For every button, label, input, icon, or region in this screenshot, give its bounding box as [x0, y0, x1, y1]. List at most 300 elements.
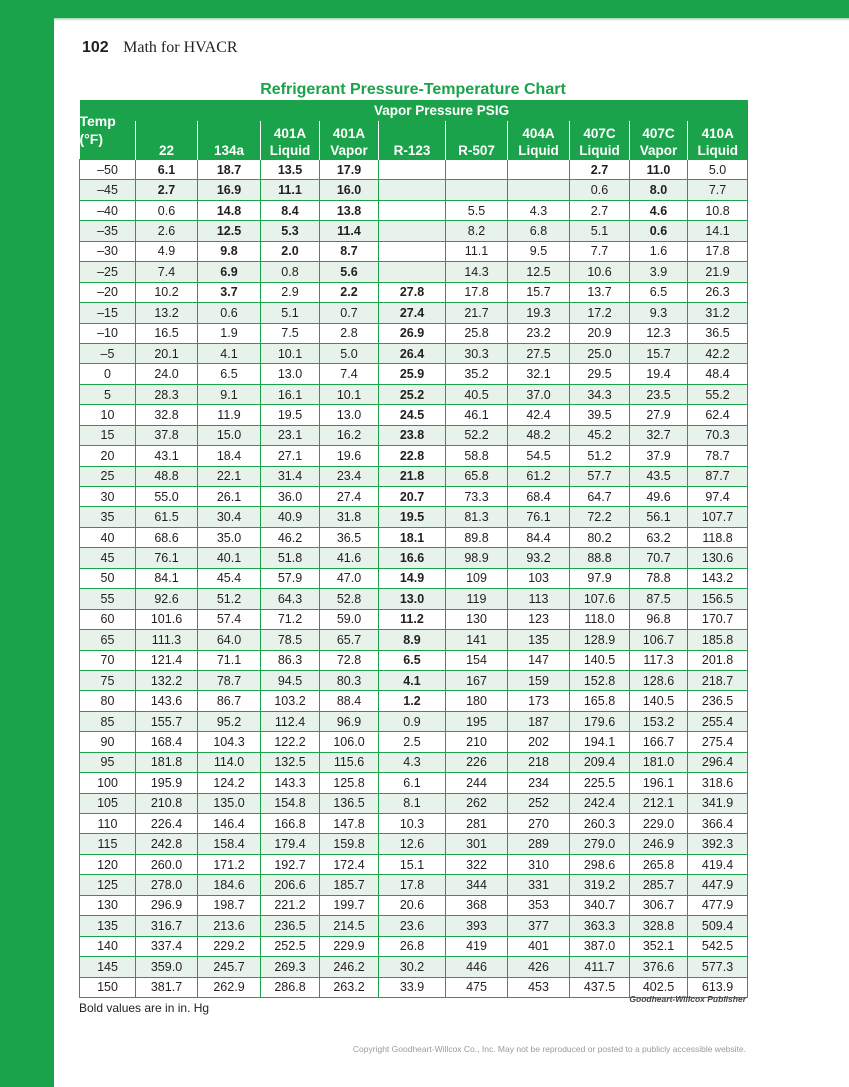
- pressure-cell: 13.0: [379, 589, 446, 609]
- pressure-cell: 0.6: [630, 221, 688, 241]
- pressure-cell: 328.8: [630, 916, 688, 936]
- pressure-cell: 28.3: [136, 384, 198, 404]
- pressure-cell: 260.3: [570, 814, 630, 834]
- pressure-cell: 17.8: [379, 875, 446, 895]
- temp-cell: 120: [80, 854, 136, 874]
- pressure-cell: 165.8: [570, 691, 630, 711]
- pressure-cell: [379, 160, 446, 180]
- column-header-line-1: 404A: [522, 126, 555, 141]
- pressure-cell: 65.8: [446, 466, 508, 486]
- pressure-cell: 477.9: [688, 895, 748, 915]
- pressure-cell: 187: [508, 711, 570, 731]
- table-row: [80, 221, 748, 241]
- column-header-line-2: 22: [158, 143, 175, 158]
- table-row: [80, 589, 748, 609]
- pressure-cell: 218.7: [688, 670, 748, 690]
- pressure-cell: 286.8: [261, 977, 320, 997]
- pressure-cell: 84.1: [136, 568, 198, 588]
- pressure-cell: 59.0: [320, 609, 379, 629]
- table-row: [80, 323, 748, 343]
- pressure-cell: 194.1: [570, 732, 630, 752]
- pressure-cell: 0.7: [320, 303, 379, 323]
- pressure-cell: 242.4: [570, 793, 630, 813]
- pressure-cell: 96.8: [630, 609, 688, 629]
- pressure-cell: 41.6: [320, 548, 379, 568]
- pressure-cell: 36.5: [688, 323, 748, 343]
- pressure-cell: 117.3: [630, 650, 688, 670]
- pressure-cell: 121.4: [136, 650, 198, 670]
- pressure-cell: 158.4: [198, 834, 261, 854]
- pressure-cell: 55.0: [136, 487, 198, 507]
- pressure-cell: [508, 160, 570, 180]
- pressure-cell: 252.5: [261, 936, 320, 956]
- pressure-cell: 68.6: [136, 527, 198, 547]
- table-row: [80, 282, 748, 302]
- refrigerant-column-header: [446, 121, 508, 160]
- pressure-cell: 402.5: [630, 977, 688, 997]
- pressure-cell: 71.1: [198, 650, 261, 670]
- pressure-cell: 26.1: [198, 487, 261, 507]
- pressure-cell: 246.2: [320, 957, 379, 977]
- pressure-cell: 57.9: [261, 568, 320, 588]
- pressure-cell: 9.3: [630, 303, 688, 323]
- pressure-cell: 242.8: [136, 834, 198, 854]
- pressure-cell: 154: [446, 650, 508, 670]
- pressure-cell: 2.6: [136, 221, 198, 241]
- table-row: [80, 364, 748, 384]
- pressure-cell: 122.2: [261, 732, 320, 752]
- pressure-cell: 14.3: [446, 262, 508, 282]
- pressure-cell: 17.9: [320, 160, 379, 180]
- pressure-cell: 296.4: [688, 752, 748, 772]
- pressure-cell: 310: [508, 854, 570, 874]
- pressure-cell: 87.7: [688, 466, 748, 486]
- pressure-cell: 6.5: [630, 282, 688, 302]
- table-row: [80, 650, 748, 670]
- temp-cell: 5: [80, 384, 136, 404]
- pressure-cell: 111.3: [136, 630, 198, 650]
- pressure-cell: 21.8: [379, 466, 446, 486]
- top-green-bar: [0, 0, 849, 18]
- pressure-cell: 72.2: [570, 507, 630, 527]
- pressure-cell: 13.2: [136, 303, 198, 323]
- pressure-cell: 22.8: [379, 446, 446, 466]
- table-row: [80, 875, 748, 895]
- pressure-cell: 0.8: [261, 262, 320, 282]
- pressure-cell: 25.9: [379, 364, 446, 384]
- pressure-cell: 21.9: [688, 262, 748, 282]
- pressure-cell: 17.8: [446, 282, 508, 302]
- pressure-cell: 260.0: [136, 854, 198, 874]
- column-header-line-2: Liquid: [697, 143, 739, 158]
- pressure-cell: 30.4: [198, 507, 261, 527]
- pressure-cell: 141: [446, 630, 508, 650]
- pressure-cell: 42.4: [508, 405, 570, 425]
- temp-cell: 95: [80, 752, 136, 772]
- pressure-cell: 64.3: [261, 589, 320, 609]
- pressure-cell: 12.6: [379, 834, 446, 854]
- pressure-cell: 331: [508, 875, 570, 895]
- pressure-cell: 48.4: [688, 364, 748, 384]
- table-row: [80, 466, 748, 486]
- temp-cell: 80: [80, 691, 136, 711]
- chart-title: Refrigerant Pressure-Temperature Chart: [260, 81, 566, 98]
- temp-cell: 70: [80, 650, 136, 670]
- pressure-cell: 255.4: [688, 711, 748, 731]
- pressure-cell: 9.5: [508, 241, 570, 261]
- pressure-cell: 195.9: [136, 773, 198, 793]
- pressure-cell: 89.8: [446, 527, 508, 547]
- table-body: [80, 160, 748, 998]
- table-row: [80, 446, 748, 466]
- temp-header-label: Temp: [79, 112, 116, 129]
- temp-cell: 105: [80, 793, 136, 813]
- publisher-credit: Goodheart-Willcox Publisher: [629, 994, 746, 1004]
- pressure-cell: 65.7: [320, 630, 379, 650]
- pressure-cell: 27.4: [379, 303, 446, 323]
- pressure-cell: 2.7: [136, 180, 198, 200]
- pressure-cell: 63.2: [630, 527, 688, 547]
- pressure-cell: 64.7: [570, 487, 630, 507]
- temp-cell: –35: [80, 221, 136, 241]
- temp-cell: –50: [80, 160, 136, 180]
- pressure-cell: 45.4: [198, 568, 261, 588]
- pressure-cell: 86.3: [261, 650, 320, 670]
- pressure-cell: 97.4: [688, 487, 748, 507]
- pressure-cell: 0.6: [570, 180, 630, 200]
- pressure-cell: 229.0: [630, 814, 688, 834]
- pressure-cell: 128.9: [570, 630, 630, 650]
- pressure-cell: 119: [446, 589, 508, 609]
- temp-cell: 25: [80, 466, 136, 486]
- pressure-cell: 15.1: [379, 854, 446, 874]
- book-title: Math for HVACR: [123, 39, 238, 56]
- pressure-cell: 244: [446, 773, 508, 793]
- pressure-cell: 25.2: [379, 384, 446, 404]
- pressure-cell: 5.0: [688, 160, 748, 180]
- pressure-cell: 52.8: [320, 589, 379, 609]
- temp-cell: –40: [80, 200, 136, 220]
- table-row: [80, 630, 748, 650]
- pressure-cell: 447.9: [688, 875, 748, 895]
- table-row: [80, 527, 748, 547]
- pressure-cell: 12.3: [630, 323, 688, 343]
- pressure-cell: 185.7: [320, 875, 379, 895]
- temp-cell: –15: [80, 303, 136, 323]
- pressure-cell: 392.3: [688, 834, 748, 854]
- pressure-cell: 263.2: [320, 977, 379, 997]
- pressure-cell: 5.6: [320, 262, 379, 282]
- pressure-cell: 42.2: [688, 343, 748, 363]
- pressure-cell: 419: [446, 936, 508, 956]
- pressure-cell: 298.6: [570, 854, 630, 874]
- pressure-cell: 213.6: [198, 916, 261, 936]
- pressure-cell: 11.1: [261, 180, 320, 200]
- pressure-cell: 114.0: [198, 752, 261, 772]
- pressure-cell: 52.2: [446, 425, 508, 445]
- pressure-cell: 13.8: [320, 200, 379, 220]
- pressure-cell: 337.4: [136, 936, 198, 956]
- temp-cell: 40: [80, 527, 136, 547]
- pressure-cell: 27.5: [508, 343, 570, 363]
- pressure-cell: 97.9: [570, 568, 630, 588]
- pressure-cell: 5.3: [261, 221, 320, 241]
- copyright-notice: Copyright Goodheart-Willcox Co., Inc. May not be reproduced or posted to a publicly accessible website.: [352, 1044, 746, 1054]
- pressure-cell: 32.7: [630, 425, 688, 445]
- pressure-cell: 393: [446, 916, 508, 936]
- pressure-cell: 0.6: [198, 303, 261, 323]
- pressure-cell: 15.7: [508, 282, 570, 302]
- pressure-cell: 4.9: [136, 241, 198, 261]
- pressure-cell: 446: [446, 957, 508, 977]
- pressure-cell: 92.6: [136, 589, 198, 609]
- temp-cell: –20: [80, 282, 136, 302]
- pressure-cell: 25.0: [570, 343, 630, 363]
- pressure-cell: 18.4: [198, 446, 261, 466]
- pressure-cell: 453: [508, 977, 570, 997]
- pressure-cell: 192.7: [261, 854, 320, 874]
- bold-values-note: Bold values are in in. Hg: [79, 1001, 210, 1015]
- pressure-cell: 234: [508, 773, 570, 793]
- pressure-cell: 96.9: [320, 711, 379, 731]
- pressure-cell: 51.8: [261, 548, 320, 568]
- temp-cell: 140: [80, 936, 136, 956]
- pressure-cell: 26.9: [379, 323, 446, 343]
- pressure-cell: 23.4: [320, 466, 379, 486]
- pressure-cell: 61.2: [508, 466, 570, 486]
- pressure-cell: 70.7: [630, 548, 688, 568]
- temp-cell: 130: [80, 895, 136, 915]
- pressure-cell: [446, 180, 508, 200]
- pressure-cell: 6.5: [379, 650, 446, 670]
- table-row: [80, 773, 748, 793]
- table-row: [80, 180, 748, 200]
- pressure-cell: 577.3: [688, 957, 748, 977]
- pressure-cell: 86.7: [198, 691, 261, 711]
- pressure-cell: 221.2: [261, 895, 320, 915]
- pressure-cell: 103: [508, 568, 570, 588]
- pressure-cell: 143.6: [136, 691, 198, 711]
- column-header-line-2: Vapor: [639, 143, 678, 158]
- pressure-cell: 46.1: [446, 405, 508, 425]
- refrigerant-column-header: [320, 121, 379, 160]
- column-header-line-2: Liquid: [579, 143, 620, 158]
- pressure-cell: 301: [446, 834, 508, 854]
- pressure-cell: 381.7: [136, 977, 198, 997]
- temp-cell: 115: [80, 834, 136, 854]
- pressure-cell: 411.7: [570, 957, 630, 977]
- pressure-cell: 168.4: [136, 732, 198, 752]
- pressure-cell: 130.6: [688, 548, 748, 568]
- pressure-cell: 10.1: [261, 343, 320, 363]
- pressure-cell: 9.8: [198, 241, 261, 261]
- pressure-cell: 10.6: [570, 262, 630, 282]
- pressure-cell: 11.0: [630, 160, 688, 180]
- pressure-cell: 14.9: [379, 568, 446, 588]
- pressure-temperature-table: [79, 100, 748, 998]
- pressure-cell: 61.5: [136, 507, 198, 527]
- pressure-cell: 340.7: [570, 895, 630, 915]
- pressure-cell: [379, 262, 446, 282]
- pressure-cell: 159.8: [320, 834, 379, 854]
- pressure-cell: 1.9: [198, 323, 261, 343]
- pressure-cell: 5.5: [446, 200, 508, 220]
- pressure-cell: 35.0: [198, 527, 261, 547]
- temp-cell: 150: [80, 977, 136, 997]
- pressure-cell: 154.8: [261, 793, 320, 813]
- temp-cell: 60: [80, 609, 136, 629]
- page-number: 102: [82, 39, 109, 56]
- pressure-cell: 78.7: [688, 446, 748, 466]
- pressure-cell: 3.7: [198, 282, 261, 302]
- pressure-cell: 252: [508, 793, 570, 813]
- pressure-cell: [446, 160, 508, 180]
- pressure-cell: 218: [508, 752, 570, 772]
- pressure-cell: 401: [508, 936, 570, 956]
- pressure-cell: 4.3: [379, 752, 446, 772]
- pressure-cell: 6.9: [198, 262, 261, 282]
- pressure-cell: 27.8: [379, 282, 446, 302]
- pressure-cell: 106.0: [320, 732, 379, 752]
- pressure-cell: 36.5: [320, 527, 379, 547]
- pressure-cell: 1.6: [630, 241, 688, 261]
- table-row: [80, 752, 748, 772]
- pressure-cell: 57.4: [198, 609, 261, 629]
- pressure-cell: 184.6: [198, 875, 261, 895]
- pressure-cell: 17.2: [570, 303, 630, 323]
- pressure-cell: 118.0: [570, 609, 630, 629]
- pressure-cell: 8.9: [379, 630, 446, 650]
- column-header-line-1: 401A: [273, 126, 307, 141]
- pressure-cell: 245.7: [198, 957, 261, 977]
- pressure-cell: 147.8: [320, 814, 379, 834]
- pressure-cell: 387.0: [570, 936, 630, 956]
- temp-cell: 145: [80, 957, 136, 977]
- pressure-cell: 20.1: [136, 343, 198, 363]
- temp-header-unit: (°F): [79, 130, 103, 147]
- pressure-cell: 2.8: [320, 323, 379, 343]
- pressure-cell: 13.0: [261, 364, 320, 384]
- pressure-cell: 198.7: [198, 895, 261, 915]
- pressure-cell: 8.1: [379, 793, 446, 813]
- pressure-cell: 229.2: [198, 936, 261, 956]
- column-header-line-2: Vapor: [330, 143, 368, 158]
- pressure-cell: 107.6: [570, 589, 630, 609]
- temp-cell: 30: [80, 487, 136, 507]
- pressure-cell: 210.8: [136, 793, 198, 813]
- pressure-cell: 173: [508, 691, 570, 711]
- table-row: [80, 895, 748, 915]
- pressure-cell: 7.7: [570, 241, 630, 261]
- pressure-cell: 21.7: [446, 303, 508, 323]
- temp-cell: 110: [80, 814, 136, 834]
- pressure-cell: 377: [508, 916, 570, 936]
- pressure-cell: 17.8: [688, 241, 748, 261]
- pressure-cell: 426: [508, 957, 570, 977]
- pressure-cell: 270: [508, 814, 570, 834]
- pressure-cell: 146.4: [198, 814, 261, 834]
- temp-cell: –25: [80, 262, 136, 282]
- pressure-cell: 344: [446, 875, 508, 895]
- pressure-cell: 15.0: [198, 425, 261, 445]
- pressure-cell: 37.0: [508, 384, 570, 404]
- pressure-cell: 13.5: [261, 160, 320, 180]
- table-row: [80, 200, 748, 220]
- pressure-cell: 10.1: [320, 384, 379, 404]
- pressure-cell: 229.9: [320, 936, 379, 956]
- pressure-cell: 246.9: [630, 834, 688, 854]
- temp-cell: 85: [80, 711, 136, 731]
- pressure-cell: 49.6: [630, 487, 688, 507]
- pressure-cell: 166.8: [261, 814, 320, 834]
- pressure-cell: 212.1: [630, 793, 688, 813]
- pressure-cell: 172.4: [320, 854, 379, 874]
- pressure-cell: 275.4: [688, 732, 748, 752]
- pressure-cell: 171.2: [198, 854, 261, 874]
- pressure-cell: 179.6: [570, 711, 630, 731]
- pressure-cell: 14.8: [198, 200, 261, 220]
- pressure-cell: 8.0: [630, 180, 688, 200]
- pressure-cell: 613.9: [688, 977, 748, 997]
- pressure-cell: [508, 180, 570, 200]
- pressure-cell: 130: [446, 609, 508, 629]
- pressure-cell: 509.4: [688, 916, 748, 936]
- pressure-cell: 23.8: [379, 425, 446, 445]
- pressure-cell: 181.0: [630, 752, 688, 772]
- pressure-cell: 4.6: [630, 200, 688, 220]
- pressure-cell: [379, 200, 446, 220]
- table-row: [80, 241, 748, 261]
- pressure-cell: 115.6: [320, 752, 379, 772]
- pressure-cell: 132.5: [261, 752, 320, 772]
- pressure-cell: 11.9: [198, 405, 261, 425]
- pressure-cell: 48.8: [136, 466, 198, 486]
- pressure-cell: [379, 241, 446, 261]
- pressure-cell: 70.3: [688, 425, 748, 445]
- pressure-cell: 123: [508, 609, 570, 629]
- pressure-cell: 15.7: [630, 343, 688, 363]
- pressure-cell: 23.5: [630, 384, 688, 404]
- table-row: [80, 160, 748, 180]
- pressure-cell: 0.6: [136, 200, 198, 220]
- pressure-cell: 87.5: [630, 589, 688, 609]
- pressure-cell: 180: [446, 691, 508, 711]
- column-header-line-1: 410A: [701, 126, 734, 141]
- pressure-cell: 4.1: [198, 343, 261, 363]
- refrigerant-column-header: [508, 121, 570, 160]
- pressure-cell: 78.5: [261, 630, 320, 650]
- table-row: [80, 916, 748, 936]
- pressure-cell: 81.3: [446, 507, 508, 527]
- top-bar-shadow: [54, 18, 849, 21]
- pressure-cell: 5.1: [570, 221, 630, 241]
- pressure-cell: 20.9: [570, 323, 630, 343]
- pressure-cell: 22.1: [198, 466, 261, 486]
- table-row: [80, 834, 748, 854]
- temp-cell: –30: [80, 241, 136, 261]
- pressure-cell: 125.8: [320, 773, 379, 793]
- pressure-cell: 296.9: [136, 895, 198, 915]
- pressure-cell: 80.3: [320, 670, 379, 690]
- temp-cell: –5: [80, 343, 136, 363]
- pressure-cell: 265.8: [630, 854, 688, 874]
- pressure-cell: 153.2: [630, 711, 688, 731]
- table-row: [80, 609, 748, 629]
- pressure-cell: 35.2: [446, 364, 508, 384]
- pressure-cell: 353: [508, 895, 570, 915]
- pressure-cell: 201.8: [688, 650, 748, 670]
- pressure-cell: 2.0: [261, 241, 320, 261]
